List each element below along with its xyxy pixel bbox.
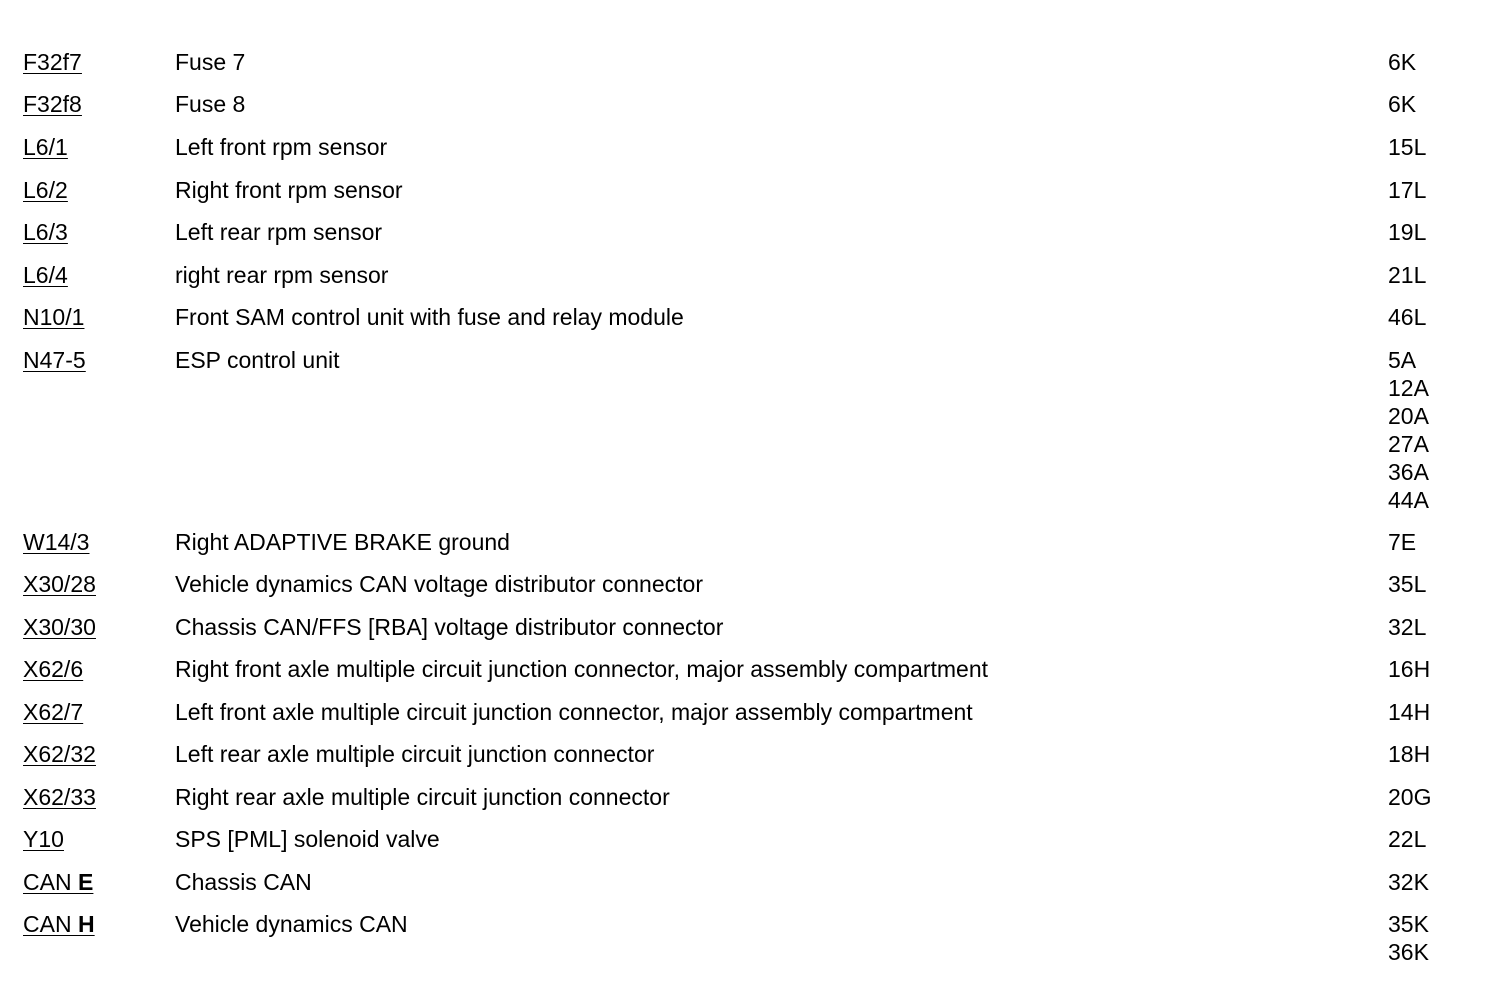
component-description: Left rear rpm sensor bbox=[175, 219, 383, 245]
grid-reference: 14H bbox=[1388, 699, 1431, 725]
component-code-link[interactable]: N47-5 bbox=[23, 347, 86, 373]
grid-reference: 32K bbox=[1388, 869, 1429, 895]
grid-reference: 5A 12A 20A 27A 36A 44A bbox=[1388, 347, 1429, 513]
grid-reference: 6K bbox=[1388, 91, 1417, 117]
component-description: ESP control unit bbox=[175, 347, 340, 373]
component-description: SPS [PML] solenoid valve bbox=[175, 826, 440, 852]
component-code-link[interactable]: F32f8 bbox=[23, 91, 82, 117]
component-code-link[interactable]: X62/33 bbox=[23, 784, 96, 810]
grid-reference: 20G bbox=[1388, 784, 1432, 810]
component-code-link[interactable]: X62/32 bbox=[23, 741, 96, 767]
component-code-link[interactable]: L6/2 bbox=[23, 177, 68, 203]
component-code-link[interactable]: L6/1 bbox=[23, 134, 68, 160]
component-description: Vehicle dynamics CAN voltage distributor connector bbox=[175, 571, 703, 597]
grid-reference: 7E bbox=[1388, 529, 1417, 555]
component-code-link[interactable]: Y10 bbox=[23, 826, 64, 852]
grid-reference: 19L bbox=[1388, 219, 1427, 245]
grid-reference: 6K bbox=[1388, 49, 1417, 75]
component-description: right rear rpm sensor bbox=[175, 262, 389, 288]
grid-reference: 18H bbox=[1388, 741, 1431, 767]
component-description: Fuse 8 bbox=[175, 91, 246, 117]
component-code-link[interactable]: X62/7 bbox=[23, 699, 84, 725]
component-description: Chassis CAN/FFS [RBA] voltage distributor connector bbox=[175, 614, 724, 640]
grid-reference: 35K 36K bbox=[1388, 911, 1429, 965]
component-description: Vehicle dynamics CAN bbox=[175, 911, 408, 937]
component-description: Left front axle multiple circuit junction connector, major assembly compartment bbox=[175, 699, 973, 725]
grid-reference: 22L bbox=[1388, 826, 1427, 852]
component-description: Chassis CAN bbox=[175, 869, 312, 895]
component-code-link[interactable]: X30/30 bbox=[23, 614, 96, 640]
grid-reference: 17L bbox=[1388, 177, 1427, 203]
component-description: Front SAM control unit with fuse and relay module bbox=[175, 304, 684, 330]
grid-reference: 16H bbox=[1388, 656, 1431, 682]
component-code-link[interactable]: L6/4 bbox=[23, 262, 68, 288]
component-code-link[interactable]: W14/3 bbox=[23, 529, 90, 555]
component-code-link[interactable]: CAN H bbox=[23, 911, 95, 937]
grid-reference: 32L bbox=[1388, 614, 1427, 640]
component-description: Right rear axle multiple circuit junction connector bbox=[175, 784, 670, 810]
component-description: Right front axle multiple circuit junction connector, major assembly compartment bbox=[175, 656, 989, 682]
component-code-link[interactable]: N10/1 bbox=[23, 304, 85, 330]
component-code-link[interactable]: X62/6 bbox=[23, 656, 84, 682]
grid-reference: 46L bbox=[1388, 304, 1427, 330]
component-code-link[interactable]: L6/3 bbox=[23, 219, 68, 245]
component-description: Left rear axle multiple circuit junction connector bbox=[175, 741, 655, 767]
grid-reference: 21L bbox=[1388, 262, 1427, 288]
component-description: Right ADAPTIVE BRAKE ground bbox=[175, 529, 510, 555]
component-code-link[interactable]: X30/28 bbox=[23, 571, 96, 597]
grid-reference: 15L bbox=[1388, 134, 1427, 160]
component-description: Fuse 7 bbox=[175, 49, 246, 75]
component-description: Right front rpm sensor bbox=[175, 177, 403, 203]
component-description: Left front rpm sensor bbox=[175, 134, 388, 160]
component-code-link[interactable]: CAN E bbox=[23, 869, 94, 895]
grid-reference: 35L bbox=[1388, 571, 1427, 597]
component-code-link[interactable]: F32f7 bbox=[23, 49, 82, 75]
